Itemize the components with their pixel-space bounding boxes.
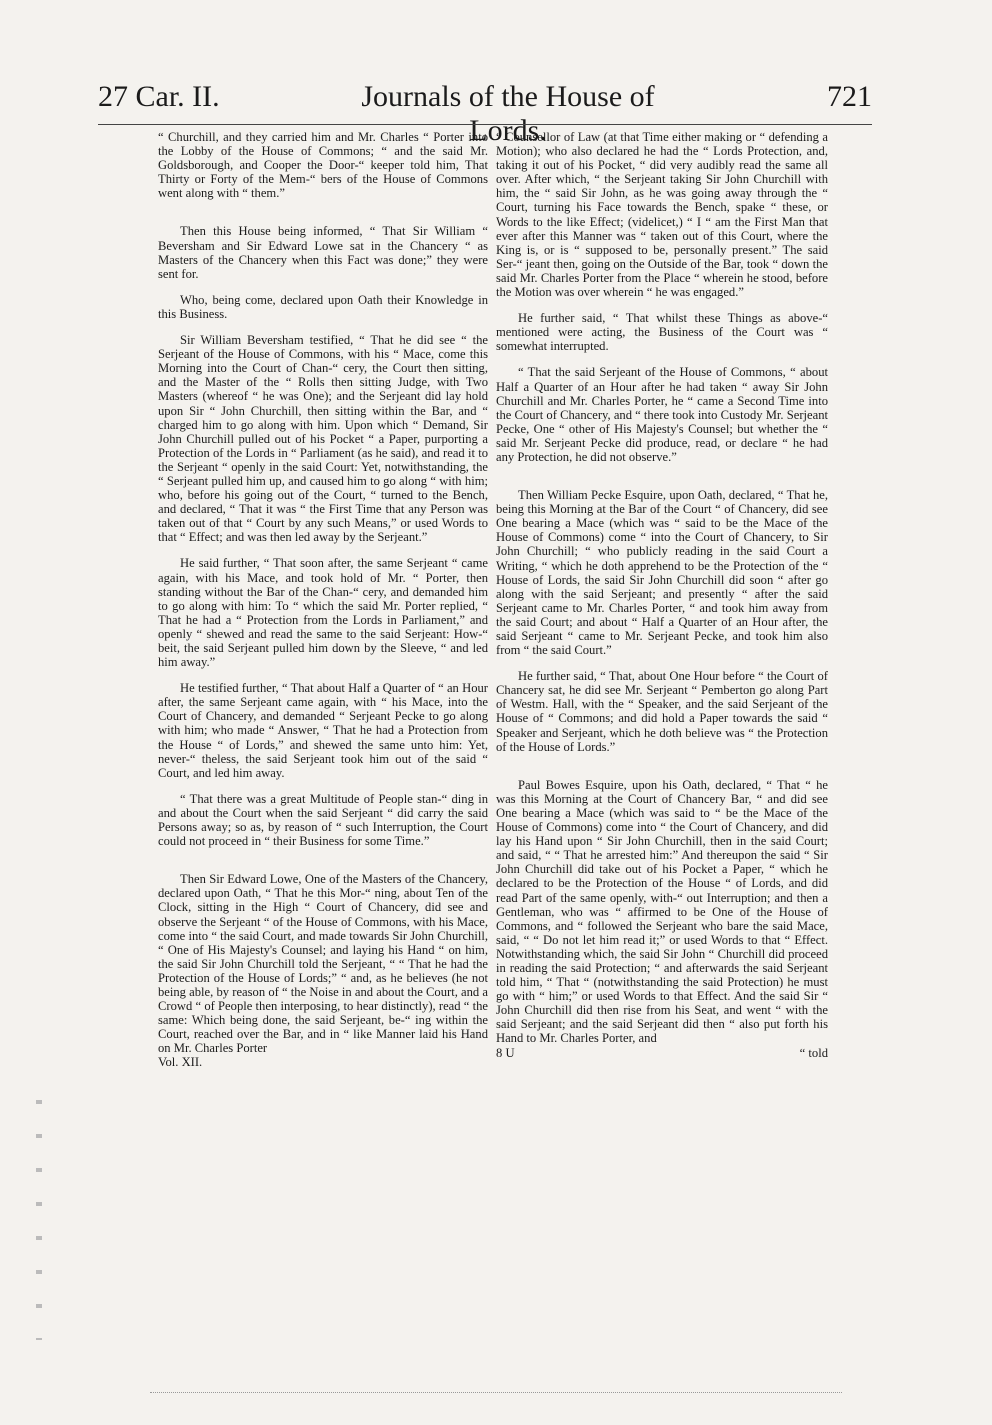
page-header (98, 80, 872, 147)
header-page-number: 721 (827, 80, 872, 113)
left-paragraph: “ That there was a great Multitude of People stan-“ ding in and about the Court when the said Serjeant “ did carry the said Persons away; so as, by reason of “ such Interruption, the Court could not proceed in “ their Business for some Time.” (158, 791, 488, 849)
volume-label: Vol. XII. (158, 1055, 203, 1070)
left-paragraph: Then Sir Edward Lowe, One of the Masters of the Chancery, declared upon Oath, “ That he this Mor-“ ning, about Ten of the Clock, sitting in the High “ Court of Chancery, did see and observe the Serjeant “ of the House of Commons, with his Mace, come into “ the said Court, and made towards Sir John Churchill, “ One of His Majesty's Counsel; and laying his Hand “ on him, the said Sir John Churchill told the Serjeant, “ “ That he had the Protection of the House of Lords;” “ and, as he believes (he not being able, by reason of “ the Noise in and about the Court, and a Crowd “ of People then interposing, to hear distinctly), read “ the same: Which being done, the said Serjeant, be-“ ing within the Court, reached over the Bar, and in “ like Manner laid his Hand on Mr. Charles Porter (158, 872, 488, 1056)
catchword: “ told (799, 1045, 828, 1060)
right-paragraph: “ Counsellor of Law (at that Time either making or “ defending a Motion); who also declared he had the “ Lords Protection, and, taking it out of his Pocket, “ did very audibly read the same all over. After which, “ the Serjeant taking Sir John Churchill with him, the “ said Sir John, as he was going away through the “ Court, turning his Face towards the Bench, spake “ these, or Words to the like Effect; (videlicet,) “ I “ am the First Man that ever after this Manner was “ taken out of this Court, where the King is, or is “ supposed to be, personally present.” The said Ser-“ jeant then, going on the Outside of the Bar, took “ down the said Mr. Charles Porter from the Place “ wherein he stood, before the Motion was over wherein “ he was engaged.” (496, 130, 828, 300)
right-paragraph: He further said, “ That whilst these Things as above-“ mentioned were acting, the Business of the Court was “ somewhat interrupted. (496, 311, 828, 354)
left-paragraph: Then this House being informed, “ That Sir William “ Beversham and Sir Edward Lowe sat in the Chancery “ as Masters of the Chancery when this Fact was done;” they were sent for. (158, 224, 488, 281)
left-paragraph: He said further, “ That soon after, the same Serjeant “ came again, with his Mace, and took hold of Mr. “ Porter, then standing without the Bar of the Chan-“ cery, and demanded him to go along with him: To “ which the said Mr. Porter replied, “ That he had a “ Protection from the Lords in Parliament,” and openly “ shewed and read the same to the said Serjeant: How-“ beit, the said Serjeant pulled him down by the Sleeve, “ and led him away.” (158, 556, 488, 670)
left-paragraph: “ Churchill, and they carried him and Mr. Charles “ Porter into the Lobby of the House of Commons; “ and the said Mr. Goldsborough, and Cooper the Door-“ keeper told him, That Thirty or Forty of the Mem-“ bers of the House of Commons went along with “ them.” (158, 130, 488, 201)
header-title: Journals of the House of Lords. (361, 80, 655, 147)
page-footer (496, 1046, 828, 1061)
header-regnal-year: 27 Car. II. (98, 80, 220, 113)
right-paragraph: He further said, “ That, about One Hour before “ the Court of Chancery sat, he did see Mr. Serjeant “ Pemberton go along Part of Westm. Hall, with the “ Speaker, and the said Serjeant of the House of “ Commons; and did hold a Paper towards the said “ Speaker and Serjeant, which he doth believe was “ the Protection of the House of Lords.” (496, 669, 828, 754)
left-paragraph: Sir William Beversham testified, “ That he did see “ the Serjeant of the House of Commons, with his “ Mace, come this Morning into the Court of Chan-“ cery, the Court then sitting, and the Master of the “ Rolls then sitting Judge, with Two Masters (whereof “ he was One); and the Serjeant did lay hold upon Sir “ John Churchill, then sitting within the Bar, and “ charged him to go along with him. Upon which “ Demand, Sir John Churchill pulled out of his Pocket “ a Paper, purporting a Protection of the Lords in “ Parliament (as he said), and read it to the Serjeant “ openly in the said Court: Yet, notwithstanding, the “ Serjeant pulled him up, and caused him to go along “ with him; who, before his going out of the Court, “ turned to the Bench, and declared, “ That it was “ the First Time that any Person was taken out of that “ Court by any such Means,” or used Words to that “ Effect; and was then led away by the Serjeant.” (158, 333, 488, 545)
left-paragraph: Who, being come, declared upon Oath their Knowledge in this Business. (158, 292, 488, 321)
bottom-edge-rule (150, 1392, 842, 1393)
right-column (496, 130, 828, 1061)
binding-holes (36, 1100, 42, 1340)
header-rule (98, 124, 872, 125)
left-column (158, 130, 488, 1070)
right-paragraph: “ That the said Serjeant of the House of Commons, “ about Half a Quarter of an Hour after he had taken “ away Sir John Churchill and Mr. Charles Porter, he “ came a Second Time into the Court of Chancery, and “ there took into Custody Mr. Serjeant Pecke, One “ other of His Majesty's Counsel; but whether the “ said Mr. Serjeant Pecke did produce, read, or declare “ he had any Protection, he did not observe.” (496, 365, 828, 464)
signature-mark: 8 U (496, 1045, 515, 1060)
right-paragraph: Then William Pecke Esquire, upon Oath, declared, “ That he, being this Morning at the Bar of the Court “ of Chancery, did see One bearing a Mace (which was “ said to be the Mace of the House of Commons) come “ into the Court of Chancery, to Sir John Churchill; “ who publicly reading in the said Court a Writing, “ which he doth apprehend to be the Protection of the “ House of Lords, the said Sir John Churchill did soon “ after go along with the said Serjeant; and presently “ after the said Serjeant came to Mr. Charles Porter, “ and took him away from the said Court; and about “ Half a Quarter of an Hour after, the said Serjeant “ came to Mr. Serjeant Pecke, and took him also from “ the said Court.” (496, 488, 828, 658)
right-paragraph: Paul Bowes Esquire, upon his Oath, declared, “ That “ he was this Morning at the Court of Chancery Bar, “ and did see One bearing a Mace (which was said to “ be the Mace of the House of Commons) come into “ the Court of Chancery, and did lay his Hand upon “ Sir John Churchill, then in the said Court; and said, “ “ That he arrested him:” And thereupon the said “ Sir John Churchill did take out of his Pocket a Paper, “ which he declared to be the Protection of the House “ of Lords, and did read Part of the same openly, with-“ out Interruption; and then a Gentleman, who was “ affirmed to be One of the House of Commons, and “ followed the Serjeant who bare the said Mace, said, “ “ Do not let him read it;” or used Words to that “ Effect. Notwithstanding which, the said Sir John “ Churchill did proceed in reading the said Protection; “ and afterwards the said Serjeant told him, “ That “ (notwithstanding the said Protection) he must go with “ him;” or used Words to that Effect. And the said Sir “ John Churchill did then rise from his Seat, and went “ with the said Serjeant; and the said Serjeant did then “ also put forth his Hand to Mr. Charles Porter, and (496, 777, 828, 1046)
left-paragraph: He testified further, “ That about Half a Quarter of “ an Hour after, the same Serjeant came again, with “ his Mace, into the Court of Chancery, and demanded “ Serjeant Pecke to go along with him; who made “ Answer, “ That he had a Protection from the House “ of Lords,” and shewed the same unto him: Yet, never-“ theless, the said Serjeant took him out of the said “ Court, and led him away. (158, 681, 488, 780)
